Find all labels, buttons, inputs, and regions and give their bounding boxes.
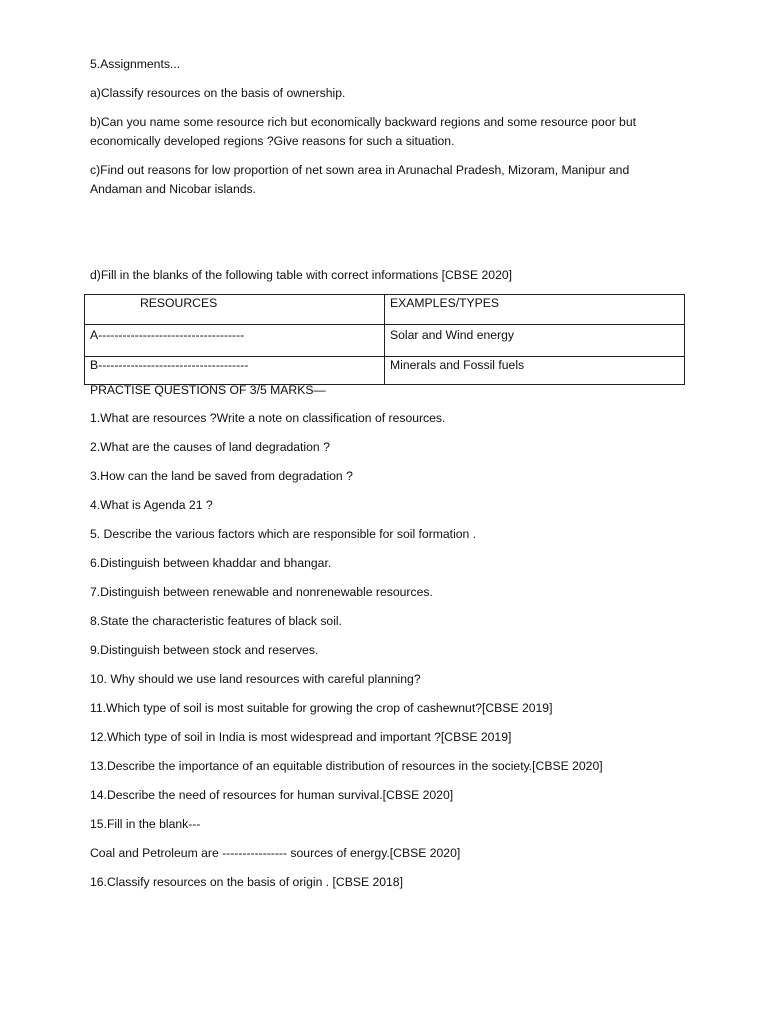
table-cell-example-b: Minerals and Fossil fuels [385,357,685,385]
practise-heading: PRACTISE QUESTIONS OF 3/5 MARKS— [90,383,326,397]
question-item: 9.Distinguish between stock and reserves. [90,643,319,657]
question-item: 1.What are resources ?Write a note on classification of resources. [90,411,446,425]
question-item: 11.Which type of soil is most suitable for growing the crop of cashewnut?[CBSE 2019] [90,701,553,715]
question-item: 5. Describe the various factors which are responsible for soil formation . [90,527,477,541]
table-header-examples: EXAMPLES/TYPES [385,295,685,325]
question-item: 8.State the characteristic features of black soil. [90,614,342,628]
assignment-a: a)Classify resources on the basis of ownership. [90,86,346,100]
table-row [85,325,685,357]
assignment-c-line2: Andaman and Nicobar islands. [90,182,256,196]
question-item: 2.What are the causes of land degradation ? [90,440,330,454]
table-header-row [85,295,685,325]
assignments-heading: 5.Assignments... [90,57,181,71]
question-item: 13.Describe the importance of an equitable distribution of resources in the society.[CBSE 2020] [90,759,603,773]
question-item: Coal and Petroleum are ---------------- sources of energy.[CBSE 2020] [90,846,461,860]
table-header-resources: RESOURCES [85,295,385,325]
resources-table [84,294,685,385]
assignment-d: d)Fill in the blanks of the following table with correct informations [CBSE 2020] [90,268,513,282]
question-item: 12.Which type of soil in India is most widespread and important ?[CBSE 2019] [90,730,512,744]
question-item: 4.What is Agenda 21 ? [90,498,213,512]
question-item: 7.Distinguish between renewable and nonrenewable resources. [90,585,433,599]
assignment-b-line1: b)Can you name some resource rich but economically backward regions and some resource poor but [90,115,637,129]
assignment-c-line1: c)Find out reasons for low proportion of net sown area in Arunachal Pradesh, Mizoram, Manipur and [90,163,630,177]
assignment-b-line2: economically developed regions ?Give reasons for such a situation. [90,134,455,148]
question-item: 16.Classify resources on the basis of origin . [CBSE 2018] [90,875,403,889]
question-item: 14.Describe the need of resources for human survival.[CBSE 2020] [90,788,454,802]
table-cell-resource-b: B------------------------------------- [85,357,385,385]
question-item: 3.How can the land be saved from degradation ? [90,469,353,483]
table-cell-example-a: Solar and Wind energy [385,325,685,357]
question-item: 6.Distinguish between khaddar and bhangar. [90,556,332,570]
question-item: 15.Fill in the blank--- [90,817,201,831]
table-cell-resource-a: A------------------------------------ [85,325,385,357]
question-item: 10. Why should we use land resources with careful planning? [90,672,421,686]
